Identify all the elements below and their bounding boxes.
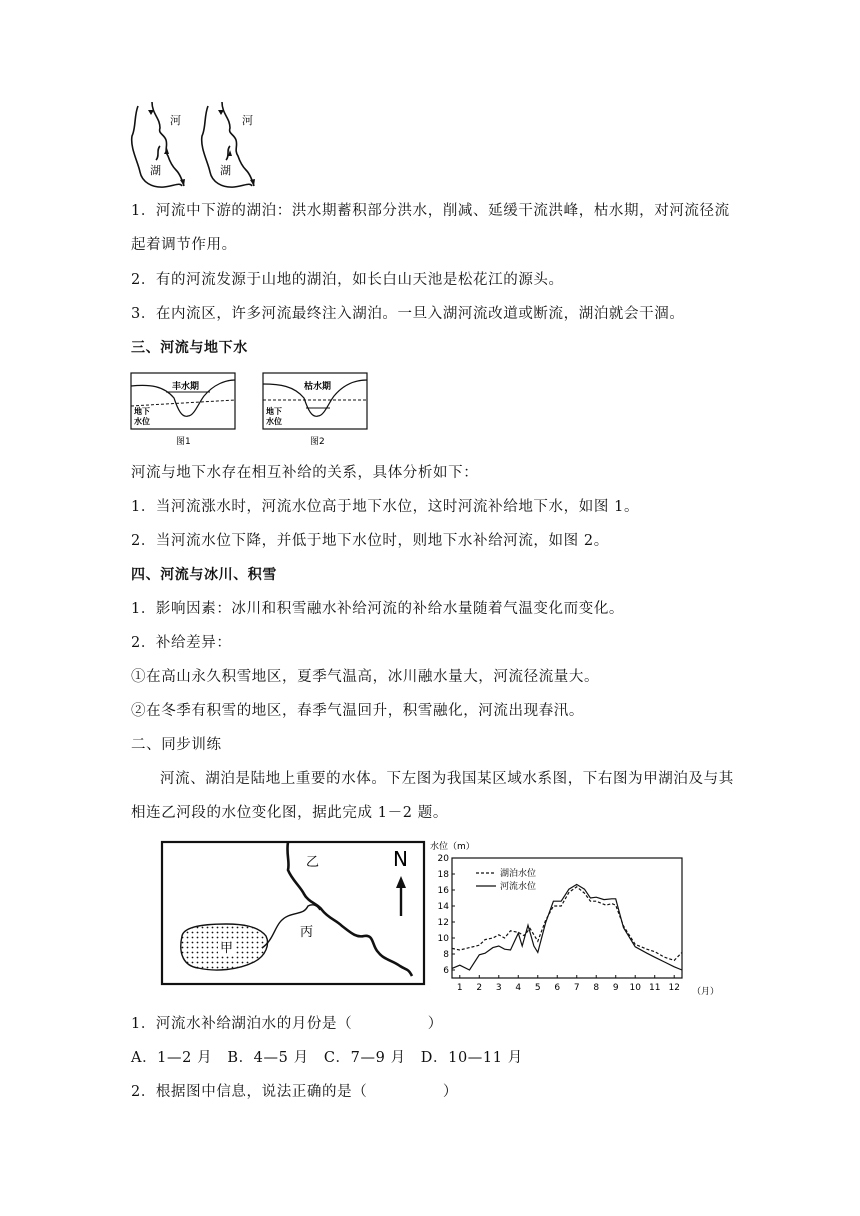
y-tick-label: 8 [443,950,449,960]
x-tick-label: 5 [534,983,541,993]
x-tick-label: 9 [612,983,619,993]
section-heading: 四、河流与冰川、积雪 [131,567,277,583]
training-intro: 河流、湖泊是陆地上重要的水体。下左图为我国某区域水系图，下右图为甲湖泊及与其 [160,771,734,787]
x-tick-label: 4 [515,983,522,993]
fig1-label: 丰水期 [172,382,200,392]
legend-lake: 湖泊水位 [500,869,537,879]
y-tick-label: 6 [443,966,449,976]
y-tick-label: 20 [437,854,449,864]
x-tick-label: 12 [668,983,680,993]
glacier-line: 2．补给差异： [131,635,232,651]
x-tick-label: 3 [495,983,502,993]
river-bing-label: 丙 [300,925,314,940]
groundwater-line: 河流与地下水存在相互补给的关系，具体分析如下： [131,465,479,481]
chart-xlabel: （月） [692,987,720,997]
chart-frame [452,858,682,978]
groundwater-figure [130,370,370,450]
gw-label: 水位 [266,417,282,426]
north-label: N [393,847,408,871]
lake-jia-label: 甲 [220,941,234,956]
x-tick-label: 1 [456,983,463,993]
question-1: 1．河流水补给湖泊水的月份是（ ） [131,1016,443,1032]
training-title: 二、同步训练 [131,737,222,753]
y-tick-label: 12 [437,918,449,928]
river-label: 河 [242,114,253,127]
glacier-line: 1．影响因素：冰川和积雪融水补给河流的补给水量随着气温变化而变化。 [131,601,625,617]
lake-label: 湖 [220,164,231,177]
water-system-map [160,840,426,986]
x-tick-label: 8 [593,983,600,993]
section-heading: 三、河流与地下水 [131,340,248,356]
water-level-chart [430,838,722,998]
lake-label: 湖 [150,164,161,177]
gw-label: 水位 [134,417,150,426]
x-tick-label: 10 [629,983,641,993]
series-river-line [452,884,682,970]
gw-label: 地下 [266,407,282,416]
x-tick-label: 11 [648,983,661,993]
legend-river: 河流水位 [500,882,537,892]
fig1-caption: 图1 [176,437,191,447]
y-tick-label: 16 [437,886,449,896]
question-2: 2．根据图中信息，说法正确的是（ ） [131,1084,458,1100]
y-tick-label: 10 [437,934,449,944]
y-tick-label: 18 [437,870,449,880]
x-tick-label: 7 [573,983,580,993]
lake-point: 3．在内流区，许多河流最终注入湖泊。一旦入湖河流改道或断流，湖泊就会干涸。 [131,306,685,322]
question-1-options: A．1—2 月 B．4—5 月 C．7—9 月 D．10—11 月 [131,1050,523,1066]
x-tick-label: 2 [476,983,483,993]
river-lake-figure [130,100,270,192]
glacier-line: ①在高山永久积雪地区，夏季气温高，冰川融水量大，河流径流量大。 [131,669,600,685]
groundwater-line: 2．当河流水位下降，并低于地下水位时，则地下水补给河流，如图 2。 [131,533,609,549]
lake-point: 2．有的河流发源于山地的湖泊，如长白山天池是松花江的源头。 [131,272,564,288]
river-label: 河 [170,114,181,127]
lake-point: 1．河流中下游的湖泊：洪水期蓄积部分洪水，削减、延缓干流洪峰，枯水期，对河流径流 [131,203,730,219]
gw-label: 地下 [134,407,150,416]
groundwater-line: 1．当河流涨水时，河流水位高于地下水位，这时河流补给地下水，如图 1。 [131,499,640,515]
lake-point: 起着调节作用。 [131,237,237,253]
training-intro: 相连乙河段的水位变化图，据此完成 1－2 题。 [131,805,448,821]
chart-ylabel: 水位（m） [430,842,475,852]
fig2-caption: 图2 [310,437,325,447]
x-tick-label: 6 [554,983,561,993]
y-tick-label: 14 [437,902,449,912]
river-yi-label: 乙 [306,855,320,870]
series-lake-line [452,887,682,961]
glacier-line: ②在冬季有积雪的地区，春季气温回升，积雪融化，河流出现春汛。 [131,703,584,719]
fig2-label: 枯水期 [304,382,332,392]
chart-legend [476,867,536,892]
